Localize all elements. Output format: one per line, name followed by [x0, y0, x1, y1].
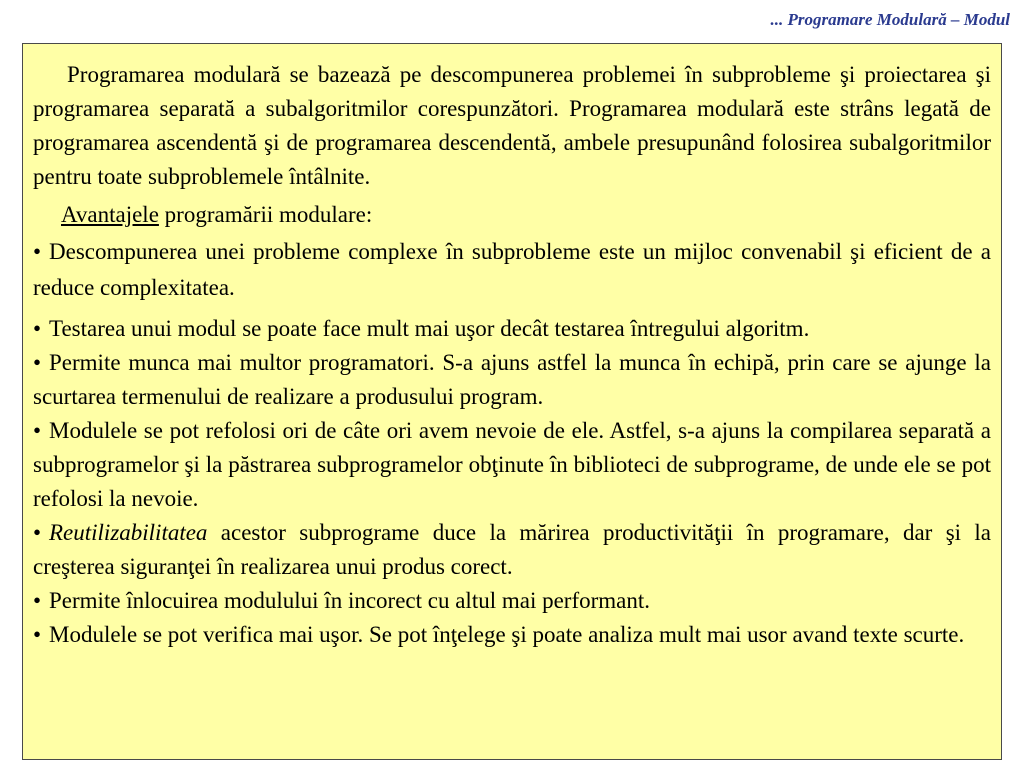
advantage-item-2: [33, 312, 991, 346]
advantage-item-text: Permite înlocuirea modulului în incorect cu altul mai performant.: [49, 588, 651, 613]
advantage-item-text: Modulele se pot verifica mai uşor. Se pot înţelege şi poate analiza mult mai usor avand texte scurte.: [49, 622, 965, 647]
content-box: [22, 43, 1002, 760]
advantage-item-text: acestor subprograme duce la mărirea productivităţii în programare, dar şi la creşterea siguranţei în realizarea unui produs corect.: [33, 520, 991, 579]
bullet-icon: •: [33, 520, 42, 545]
advantage-item-text: Testarea unui modul se poate face mult mai uşor decât testarea întregului algoritm.: [49, 316, 810, 341]
slide-title: ... Programare Modulară – Modul: [770, 10, 1010, 29]
bullet-icon: •: [33, 239, 42, 264]
advantage-item-3: [33, 346, 991, 414]
advantage-item-4: [33, 414, 991, 516]
bullet-icon: •: [33, 418, 42, 443]
advantage-item-italic: Reutilizabilitatea: [49, 520, 208, 545]
advantage-item-6: [33, 584, 991, 618]
advantage-item-1: [33, 234, 991, 306]
advantage-item-text: Permite munca mai multor programatori. S-a ajuns astfel la munca în echipă, prin care se ajunge la scurtarea termenului de realizare a produsului program.: [33, 350, 991, 409]
advantage-item-7: [33, 618, 991, 652]
intro-paragraph: Programarea modulară se bazează pe descompunerea problemei în subprobleme şi proiectarea şi programarea separată a subalgoritmilor corespunzători. Programarea modulară este strâns legată de programarea ascendentă şi de programarea descendentă, ambele presupunând folosirea subalgoritmilor pentru toate subproblemele întâlnite.: [33, 62, 991, 189]
advantage-item-text: Descompunerea unei probleme complexe în subprobleme este un mijloc convenabil şi eficient de a reduce complexitatea.: [33, 239, 991, 300]
advantages-heading-rest: programării modulare:: [158, 202, 373, 227]
advantage-item-text: Modulele se pot refolosi ori de câte ori avem nevoie de ele. Astfel, s-a ajuns la compilarea separată a subprogramelor şi la păstrarea subprogramelor obţinute în biblioteci de subprograme, de unde ele se pot refolosi la nevoie.: [33, 418, 991, 511]
advantages-heading: [33, 198, 991, 232]
bullet-icon: •: [33, 588, 42, 613]
bullet-icon: •: [33, 622, 42, 647]
advantages-heading-underlined: Avantajele: [61, 202, 159, 227]
bullet-icon: •: [33, 316, 42, 341]
bullet-icon: •: [33, 350, 42, 375]
advantage-item-5: [33, 516, 991, 584]
